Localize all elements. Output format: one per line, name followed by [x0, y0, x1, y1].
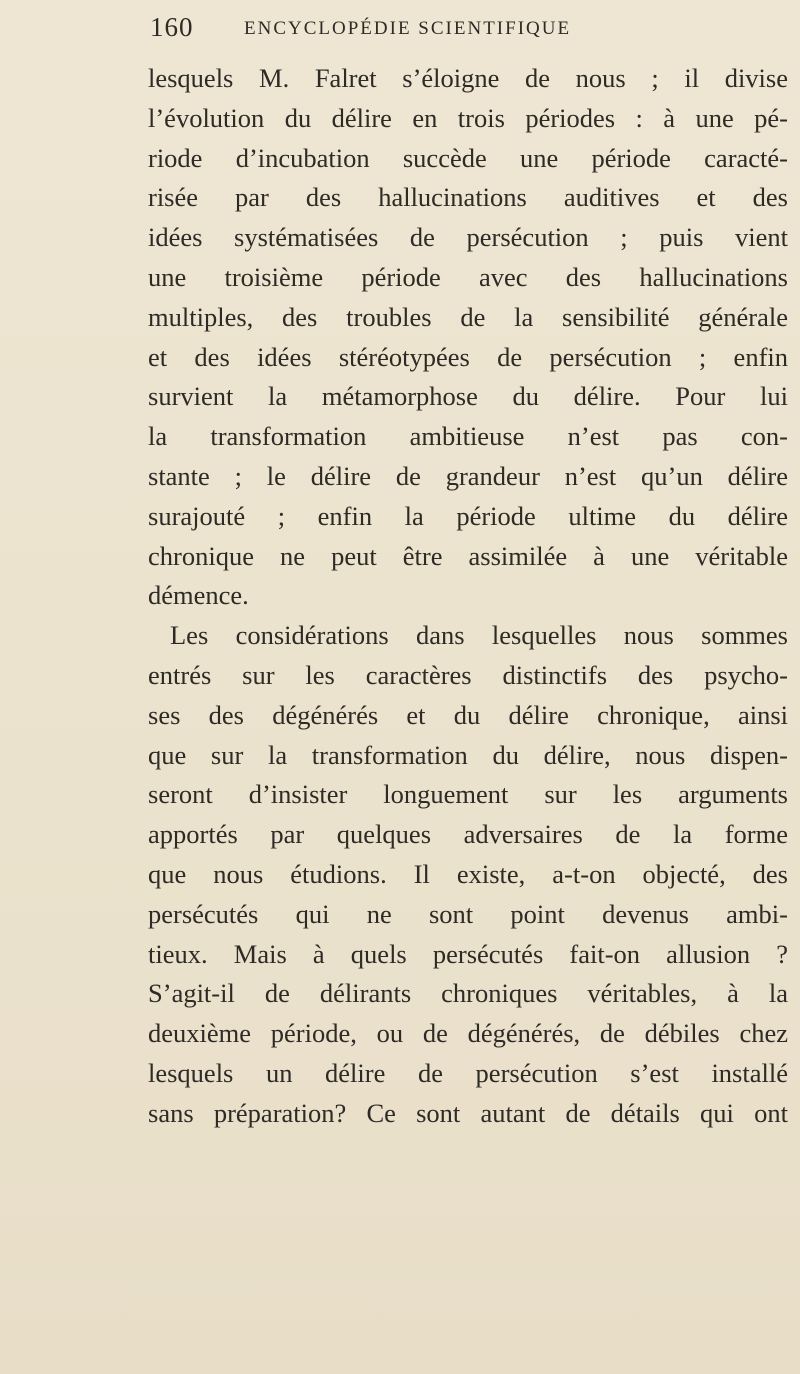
paragraph-end-line: démence. — [148, 580, 249, 611]
body-text — [148, 59, 788, 1134]
text-line: que sur la transformation du délire, nous dispen- — [148, 739, 788, 770]
text-line: idées systématisées de persécution ; puis vient — [148, 222, 788, 253]
page-number: 160 — [150, 12, 194, 42]
text-line: la transformation ambitieuse n’est pas con- — [148, 421, 788, 452]
text-line: risée par des hallucinations auditives et des — [148, 182, 788, 213]
text-line: sans préparation? Ce sont autant de détails qui ont — [148, 1097, 788, 1128]
text-line: tieux. Mais à quels persécutés fait-on allusion ? — [148, 938, 788, 969]
text-line: persécutés qui ne sont point devenus ambi- — [148, 898, 788, 929]
text-line: chronique ne peut être assimilée à une véritable — [148, 540, 788, 571]
text-line: S’agit-il de délirants chroniques véritables, à la — [148, 978, 788, 1009]
running-title: ENCYCLOPÉDIE SCIENTIFIQUE — [244, 18, 572, 39]
text-line: stante ; le délire de grandeur n’est qu’un délire — [148, 460, 788, 491]
text-line: entrés sur les caractères distinctifs des psycho- — [148, 659, 788, 690]
text-line: une troisième période avec des hallucinations — [148, 261, 788, 292]
text-line: que nous étudions. Il existe, a-t-on objecté, des — [148, 858, 788, 889]
paragraph-start-line: Les considérations dans lesquelles nous sommes — [170, 620, 788, 651]
text-line: ses des dégénérés et du délire chronique, ainsi — [148, 699, 788, 730]
text-line: deuxième période, ou de dégénérés, de débiles chez — [148, 1018, 788, 1049]
text-line: l’évolution du délire en trois périodes : à une pé- — [148, 102, 788, 133]
text-line: surajouté ; enfin la période ultime du délire — [148, 500, 788, 531]
text-line: riode d’incubation succède une période caracté- — [148, 142, 788, 173]
running-head — [150, 12, 780, 52]
text-line: multiples, des troubles de la sensibilité générale — [148, 301, 788, 332]
text-line: lesquels M. Falret s’éloigne de nous ; il divise — [148, 63, 788, 93]
text-line: lesquels un délire de persécution s’est installé — [148, 1057, 788, 1088]
text-line: et des idées stéréotypées de persécution ; enfin — [148, 341, 788, 372]
text-line: survient la métamorphose du délire. Pour lui — [148, 381, 788, 412]
text-line: seront d’insister longuement sur les arguments — [148, 779, 788, 810]
text-line: apportés par quelques adversaires de la forme — [148, 819, 788, 850]
